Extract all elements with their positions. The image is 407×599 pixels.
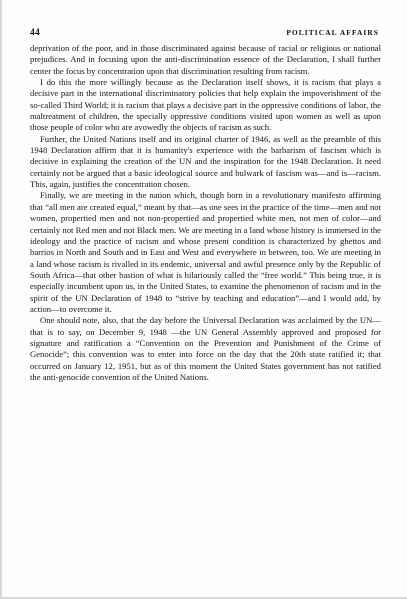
page-number: 44 [30,28,40,38]
paragraph-4: Finally, we are meeting in the nation which, though born in a revolutionary manifesto affirming that “all men are created equal,” meant by that—as one sees in the practice of the time—men and not women, propertied men and not non-propertied and propertied white men, not men of color—and certainly not Red men and not Black men. We are meeting in a land whose history is immersed in the ideology and the practice of racism and whose present condition is characterized by ghettos and barrios in North and South and in East and West and everywhere in between, too. We are meeting in a land whose racism is rivalled in its endemic, universal and awful presence only by the Republic of South Africa—that other bastion of what is hilariously called the “free world.” This being true, it is especially incumbent upon us, in the United States, to examine the phenomenon of racism and in the spirit of the UN Declaration of 1948 to “strive by teaching and education”—and I would add, by action—to overcome it. [30,190,381,314]
running-head: POLITICAL AFFAIRS [286,28,379,37]
paragraph-3: Further, the United Nations itself and its original charter of 1946, as well as the preamble of this 1948 Declaration affirm that it is humanity's experience with the barbarism of fascism which is decisive in explaining the creation of the UN and the inspiration for the 1948 Declaration. It need certainly not be argued that a basic ideological source and bulwark of fascism was—and is—racism. This, again, justifies the concentration chosen. [30,133,381,190]
body-text [30,43,381,383]
paragraph-5: One should note, also, that the day before the Universal Declaration was acclaimed by the UN—that is to say, on December 9, 1948 —the UN General Assembly approved and proposed for signature and ratification a “Convention on the Prevention and Punishment of the Crime of Genocide”; this convention was to enter into force on the day that the 20th state ratified it; that occurred on January 12, 1951, but as of this moment the United States government has not ratified the anti-genocide convention of the United Nations. [30,315,381,382]
paragraph-2: I do this the more willingly because as the Declaration itself shows, it is racism that plays a decisive part in the international discriminatory policies that help explain the impoverishment of the so-called Third World; it is racism that plays a decisive part in the oppressive conditions of labor, the maltreatment of children, the specially oppressive conditions visited upon women as well as upon those people of color who are avowedly the objects of racism as such. [30,77,381,133]
page-header [30,28,379,40]
paragraph-1: deprivation of the poor, and in those discriminated against because of racial or religious or national prejudices. And in focusing upon the anti-discrimination essence of the Declaration, I shall further center the focus by concentration upon that discrimination resulting from racism. [30,43,381,76]
